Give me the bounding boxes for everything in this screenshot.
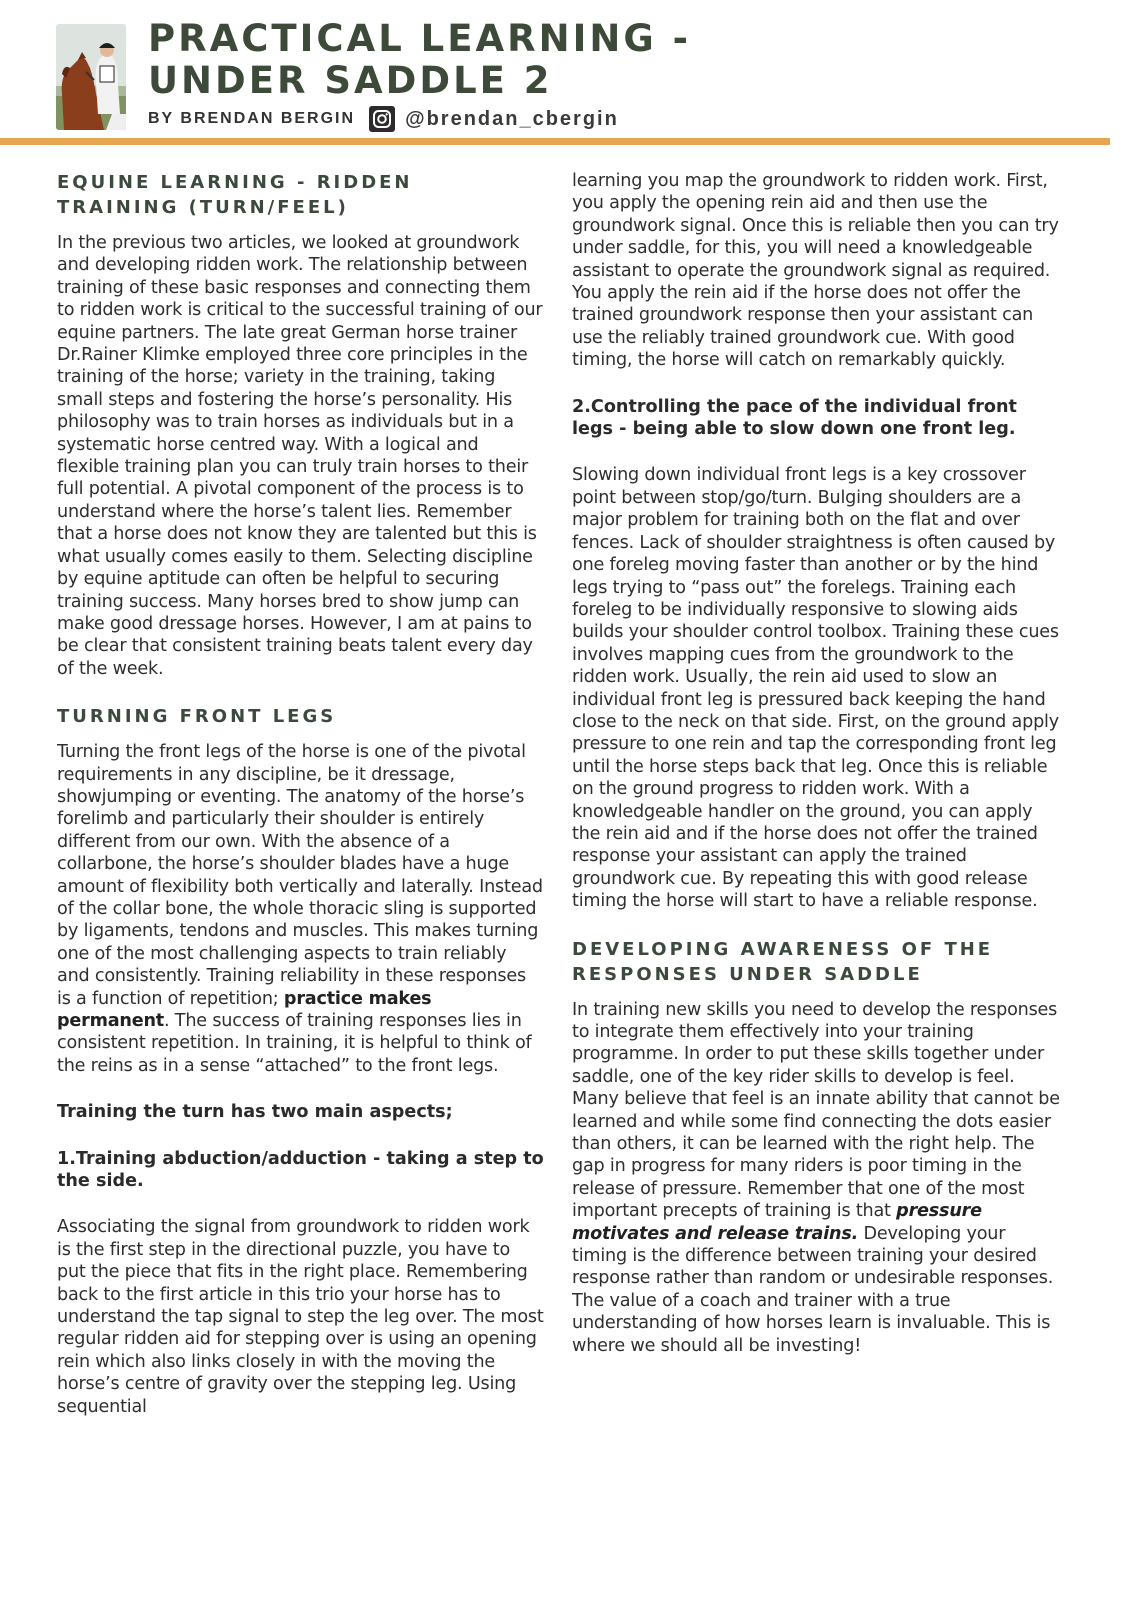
title-line-2: UNDER SADDLE 2 (148, 59, 553, 102)
right-column (572, 170, 1064, 1357)
section-heading-equine-learning: EQUINE LEARNING - RIDDEN TRAINING (TURN/FEEL) (57, 172, 413, 218)
turning-paragraph (57, 741, 544, 1077)
turning-bold-phrase: practice makes permanent (57, 988, 432, 1031)
instagram-icon[interactable] (369, 106, 395, 132)
intro-paragraph: In the previous two articles, we looked at groundwork and developing ridden work. The relationship between training of these basic responses and connecting them to ridden work is critical to the successful training of our equine partners. The late great German horse trainer Dr.Rainer Klimke employed three core principles in the training of the horse; variety in the training, taking small steps and fostering the horse’s personality. His philosophy was to train horses as individuals but in a systematic horse centred way. With a logical and flexible training plan you can truly train horses to their full potential. A pivotal component of the process is to understand where the horse’s talent lies. Remember that a horse does not know they are talented but this is what usually comes easily to them. Selecting discipline by equine aptitude can often be helpful to securing training success. Many horses bred to show jump can make good dressage horses. However, I am at pains to be clear that consistent training beats talent every day of the week. (57, 233, 543, 679)
left-column (57, 170, 544, 1418)
turning-text-a: Turning the front legs of the horse is one of the pivotal requirements in any discipline, be it dressage, showjumping or eventing. The anatomy of the horse’s forelimb and particularly their shoulder is entirely different from our own. With the absence of a collarbone, the horse’s shoulder blades have a huge amount of flexibility both vertically and laterally. Instead of the collar bone, the whole thoracic sling is supported by ligaments, tendons and muscles. This makes turning one of the most challenging aspects to train reliably and consistently. Training reliability in these responses is a function of repetition; (57, 742, 543, 1009)
social-handle[interactable]: @brendan_cbergin (405, 107, 619, 130)
section-heading-turning-front-legs: TURNING FRONT LEGS (57, 706, 337, 728)
author-name: BY BRENDAN BERGIN (148, 110, 356, 127)
page-header (0, 0, 1131, 150)
abduction-paragraph: Associating the signal from groundwork to ridden work is the first step in the directional puzzle, you have to put the piece that fits in the right place. Remembering back to the first article in this trio your horse has to understand the tap signal to step the leg over. The most regular ridden aid for stepping over is using an opening rein which also links closely in with the moving the horse’s centre of gravity over the stepping leg. Using sequential (57, 1217, 544, 1417)
subheading-controlling-pace: 2.Controlling the pace of the individual front legs - being able to slow down one front leg. (572, 396, 1017, 440)
author-photo (56, 24, 126, 130)
header-divider (0, 138, 1110, 145)
awareness-text-b: Developing your timing is the difference between training your desired response rather than random or undesirable responses. The value of a coach and trainer with a true understanding of how horses learn is invaluable. This is where we should all be investing! (572, 1223, 1054, 1356)
rider-on-horse-image (56, 24, 126, 130)
slowing-legs-paragraph: Slowing down individual front legs is a key crossover point between stop/go/turn. Bulging shoulders are a major problem for training both on the flat and over fences. Lack of shoulder straightness is often caused by one foreleg moving faster than another or by the hind legs trying to “pass out” the forelegs. Training each foreleg to be individually responsive to slowing aids builds your shoulder control toolbox. Training these cues involves mapping cues from the groundwork to the ridden work. Usually, the rein aid used to slow an individual front leg is pressured back keeping the hand close to the neck on that side. First, on the ground apply pressure to one rein and tap the corresponding front leg until the horse steps back that leg. Once this is reliable on the ground progress to ridden work. With a knowledgeable handler on the ground, you can apply the rein aid and if the horse does not offer the trained response your assistant can apply the trained groundwork cue. By repeating this with good release timing the horse will start to have a reliable response. (572, 465, 1059, 912)
article-title (148, 18, 691, 102)
subheading-abduction: 1.Training abduction/adduction - taking a step to the side. (57, 1148, 544, 1192)
sequential-learning-paragraph: learning you map the groundwork to ridden work. First, you apply the opening rein aid and then use the groundwork signal. Once this is reliable then you can try under saddle, for this, you will need a knowledgeable assistant to operate the groundwork signal as required. You apply the rein aid if the horse does not offer the trained groundwork response then your assistant can use the reliably trained groundwork cue. With good timing, the horse will catch on remarkably quickly. (572, 171, 1059, 371)
subheading-two-aspects: Training the turn has two main aspects; (57, 1102, 453, 1123)
title-line-1: PRACTICAL LEARNING - (148, 17, 691, 60)
turning-text-b: . The success of training responses lies in consistent repetition. In training, it is helpful to think of the reins as in a sense “attached” to the front legs. (57, 1011, 532, 1076)
section-heading-developing-awareness: DEVELOPING AWARENESS OF THE RESPONSES UNDER SADDLE (572, 938, 994, 985)
byline (148, 106, 619, 132)
awareness-emphasis: pressure motivates and release trains. (572, 1201, 982, 1244)
awareness-text-a: In training new skills you need to develop the responses to integrate them effectively into your training programme. In order to put these skills together under saddle, one of the key rider skills to develop is feel. Many believe that feel is an innate ability that cannot be learned and while some find connecting the dots easier than others, it can be learned with the right help. The gap in progress for many riders is poor timing in the release of pressure. Remember that one of the most important precepts of training is that (572, 999, 1060, 1222)
awareness-paragraph (572, 999, 1064, 1358)
